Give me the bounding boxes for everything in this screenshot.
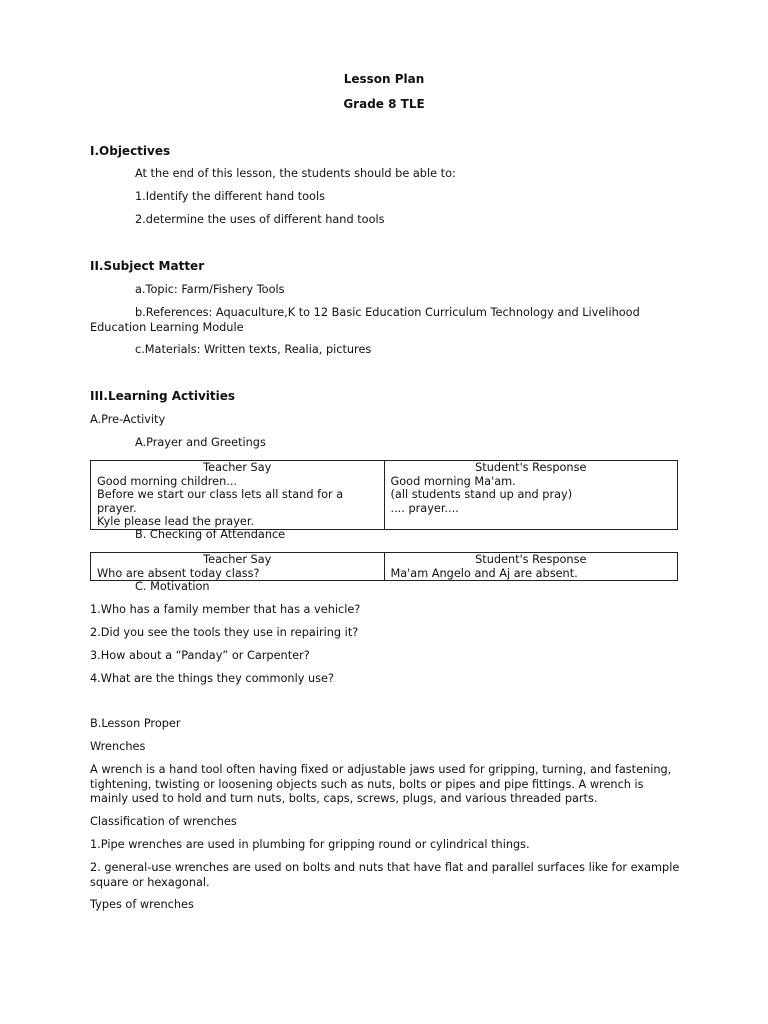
prayer-table	[90, 460, 678, 530]
subject-topic: a.Topic: Farm/Fishery Tools	[135, 283, 285, 296]
objective-item: 1.Identify the different hand tools	[135, 190, 325, 203]
objectives-heading: I.Objectives	[90, 144, 171, 158]
student-line: .... prayer....	[390, 501, 459, 515]
attendance-teacher-cell	[91, 553, 385, 581]
attendance-student-cell	[384, 553, 678, 581]
learning-activities-heading: III.Learning Activities	[90, 389, 236, 403]
subject-materials: c.Materials: Written texts, Realia, pictures	[135, 343, 372, 356]
teacher-line: Who are absent today class?	[97, 566, 260, 580]
student-line: Ma'am Angelo and Aj are absent.	[390, 566, 578, 580]
teacher-line: Good morning children...	[97, 474, 238, 488]
motivation-question: 4.What are the things they commonly use?	[90, 672, 335, 685]
student-line: (all students stand up and pray)	[390, 488, 573, 502]
teacher-line: Before we start our class lets all stand for a prayer.	[97, 488, 344, 515]
student-line: Good morning Ma'am.	[390, 474, 516, 488]
wrenches-title: Wrenches	[90, 740, 146, 753]
motivation-question: 1.Who has a family member that has a vehicle?	[90, 603, 361, 616]
column-header-teacher: Teacher Say	[203, 553, 272, 566]
attendance-table	[90, 552, 678, 581]
motivation-question: 2.Did you see the tools they use in repairing it?	[90, 626, 359, 639]
classification-item: 1.Pipe wrenches are used in plumbing for gripping round or cylindrical things.	[90, 838, 530, 851]
pre-activity-label: A.Pre-Activity	[90, 413, 166, 426]
column-header-student: Student's Response	[475, 461, 587, 474]
teacher-line: Kyle please lead the prayer.	[97, 515, 255, 529]
lesson-proper-label: B.Lesson Proper	[90, 717, 181, 730]
motivation-label: C. Motivation	[135, 580, 210, 593]
classification-title: Classification of wrenches	[90, 815, 237, 828]
column-header-student: Student's Response	[475, 553, 587, 566]
prayer-teacher-cell	[91, 461, 385, 530]
prayer-label: A.Prayer and Greetings	[135, 436, 266, 449]
attendance-label: B. Checking of Attendance	[135, 528, 286, 541]
classification-item: 2. general-use wrenches are used on bolts and nuts that have flat and parallel surfaces like for example square or hexagonal.	[90, 861, 680, 889]
motivation-question: 3.How about a “Panday” or Carpenter?	[90, 649, 310, 662]
prayer-student-cell	[384, 461, 678, 530]
wrench-definition: A wrench is a hand tool often having fixed or adjustable jaws used for gripping, turning, and fastening, tightening, twisting or loosening objects such as nuts, bolts or pipes and pipe fittings. A wrench is mainly used to hold and turn nuts, bolts, caps, screws, plugs, and various threaded parts.	[90, 763, 672, 806]
objective-item: 2.determine the uses of different hand tools	[135, 213, 385, 226]
subject-references: b.References: Aquaculture,K to 12 Basic Education Curriculum Technology and Livelihood Education Learning Module	[90, 306, 640, 334]
column-header-teacher: Teacher Say	[203, 461, 272, 474]
document-title: Lesson Plan	[343, 72, 425, 86]
types-title: Types of wrenches	[90, 898, 194, 911]
subject-matter-heading: II.Subject Matter	[90, 259, 205, 273]
document-subtitle: Grade 8 TLE	[343, 97, 425, 111]
objectives-intro: At the end of this lesson, the students should be able to:	[135, 167, 456, 180]
